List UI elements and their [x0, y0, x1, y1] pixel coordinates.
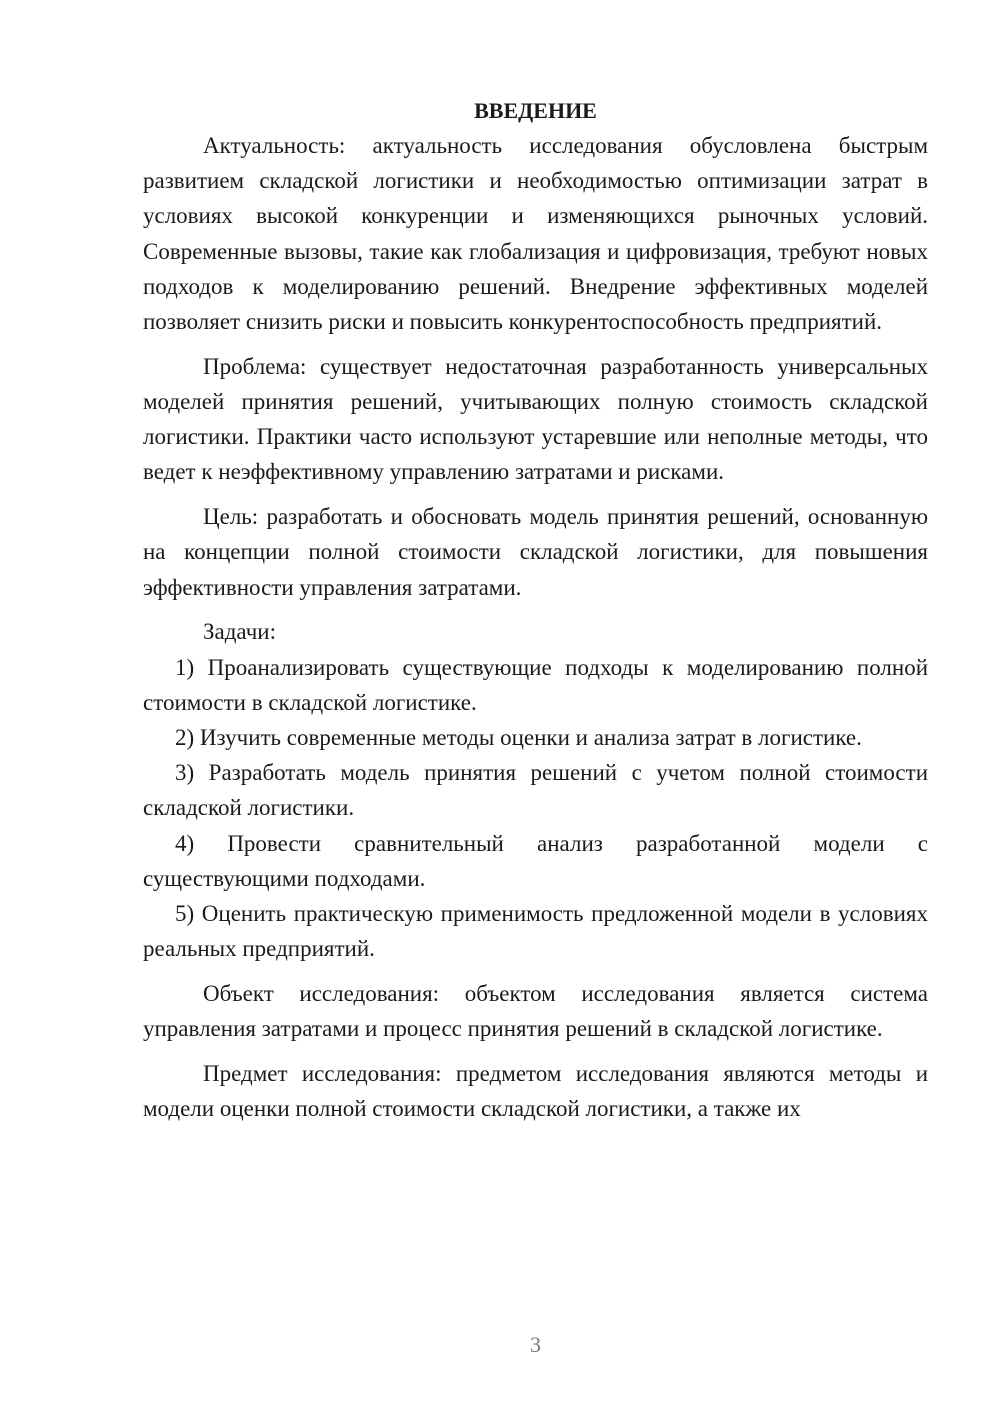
paragraph-relevance: Актуальность: актуальность исследования обусловлена быстрым развитием складской логистики и необходимостью оптимизации затрат в условиях высокой конкуренции и изменяющихся рыночных условий. Современные вызовы, такие как глобализация и цифровизация, требуют новых подходов к моделированию решений. Внедрение эффективных моделей позволяет снизить риски и повысить конкурентоспособность предприятий. [143, 133, 928, 335]
paragraph-tasks-heading: Задачи: [203, 619, 276, 645]
task-item-2: 2) Изучить современные методы оценки и анализа затрат в логистике. [175, 725, 862, 751]
task-item-3: 3) Разработать модель принятия решений с учетом полной стоимости складской логистики. [143, 760, 928, 821]
paragraph-subject: Предмет исследования: предметом исследования являются методы и модели оценки полной стоимости складской логистики, а также их [143, 1061, 928, 1122]
task-item-1: 1) Проанализировать существующие подходы к моделированию полной стоимости в складской логистике. [143, 654, 928, 715]
page-number: 3 [530, 1332, 541, 1357]
paragraph-object: Объект исследования: объектом исследования является система управления затратами и процесс принятия решений в складской логистике. [143, 981, 928, 1042]
task-item-4: 4) Провести сравнительный анализ разработанной модели с существующими подходами. [143, 830, 928, 891]
paragraph-goal: Цель: разработать и обосновать модель принятия решений, основанную на концепции полной стоимости складской логистики, для повышения эффективности управления затратами. [143, 504, 928, 600]
task-item-5: 5) Оценить практическую применимость предложенной модели в условиях реальных предприятий. [143, 901, 928, 962]
page-content [143, 93, 928, 1126]
section-title: ВВЕДЕНИЕ [474, 98, 597, 123]
paragraph-problem: Проблема: существует недостаточная разработанность универсальных моделей принятия решений, учитывающих полную стоимость складской логистики. Практики часто используют устаревшие или неполные методы, что ведет к неэффективному управлению затратами и рисками. [143, 353, 928, 485]
